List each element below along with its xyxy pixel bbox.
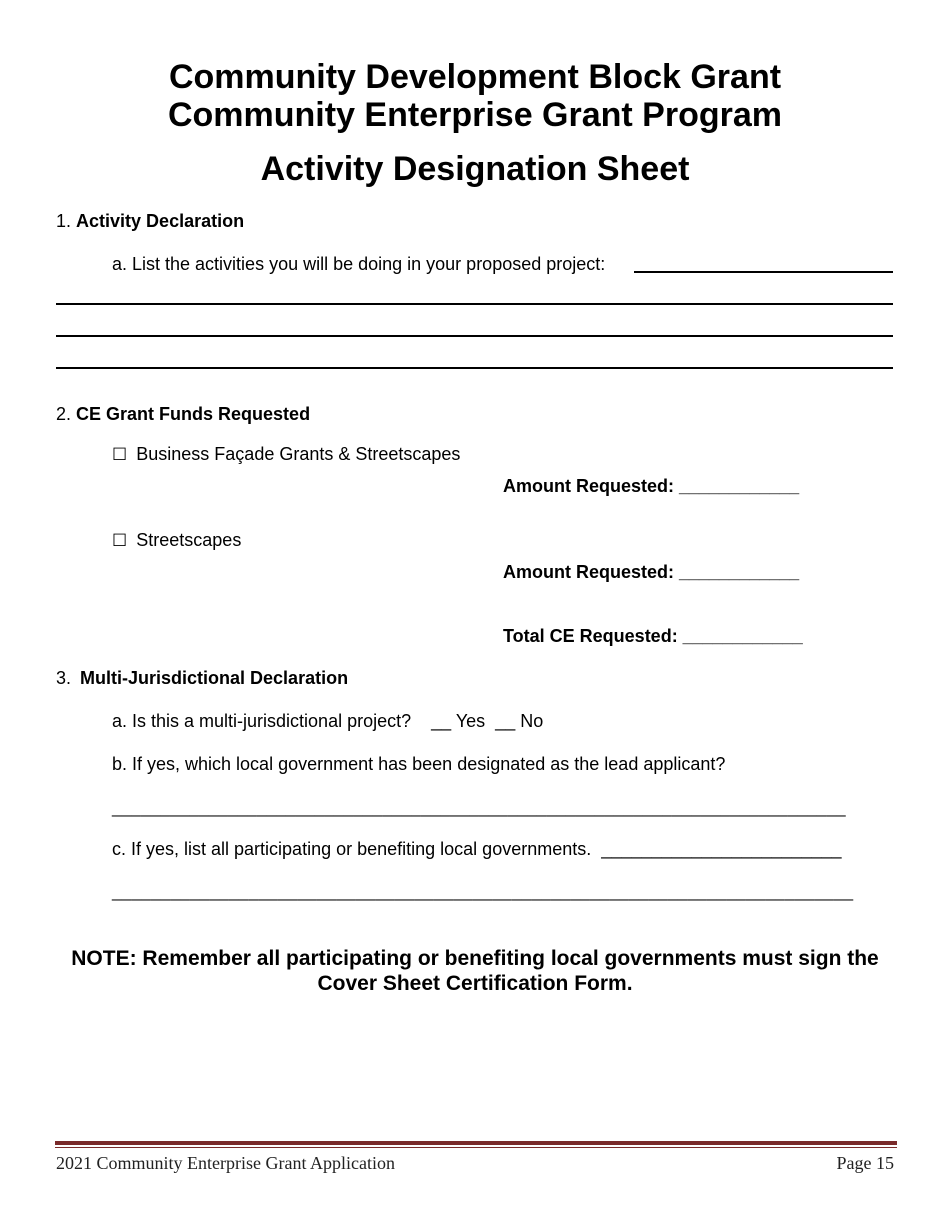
lead-applicant-blank[interactable]: ____________________________________________________________________________ bbox=[112, 798, 846, 817]
option-facade-row bbox=[112, 443, 460, 466]
activities-line-3[interactable] bbox=[56, 335, 893, 337]
section-2-number: 2. bbox=[56, 404, 72, 424]
facade-option-label: Business Façade Grants & Streetscapes bbox=[136, 444, 461, 464]
activities-input-line[interactable] bbox=[634, 271, 893, 273]
section-1-title: Activity Declaration bbox=[76, 211, 245, 231]
multi-jurisdictional-question[interactable]: a. Is this a multi-jurisdictional project? __ Yes __ No bbox=[112, 711, 544, 731]
section-2-heading bbox=[56, 403, 310, 425]
footer-rule-thick bbox=[55, 1141, 897, 1145]
page-subtitle: Activity Designation Sheet bbox=[260, 150, 690, 188]
streetscapes-option-label: Streetscapes bbox=[136, 530, 242, 550]
note-line-2: Cover Sheet Certification Form. bbox=[317, 972, 633, 995]
activities-line-4[interactable] bbox=[56, 367, 893, 369]
section-2-title: CE Grant Funds Requested bbox=[76, 404, 311, 424]
activities-line-2[interactable] bbox=[56, 303, 893, 305]
section-1-heading bbox=[56, 210, 244, 232]
option-streetscapes-row bbox=[112, 529, 241, 552]
section-1-number: 1. bbox=[56, 211, 72, 231]
activities-prompt: a. List the activities you will be doing in your proposed project: bbox=[112, 254, 606, 274]
title-line-2: Community Enterprise Grant Program bbox=[167, 96, 782, 134]
total-ce-requested[interactable]: Total CE Requested: ____________ bbox=[503, 626, 803, 646]
section-3-number: 3. bbox=[56, 668, 72, 688]
participating-governments-question[interactable]: c. If yes, list all participating or benefiting local governments. ________________________ bbox=[112, 839, 842, 859]
participating-governments-blank[interactable]: ____________________________________________________________________________ bbox=[112, 882, 854, 901]
footer-document-title: 2021 Community Enterprise Grant Application bbox=[56, 1153, 395, 1173]
footer-rule-thin bbox=[55, 1147, 897, 1148]
section-3-title: Multi-Jurisdictional Declaration bbox=[80, 668, 349, 688]
amount-requested-streetscapes[interactable]: Amount Requested: ____________ bbox=[503, 562, 800, 582]
note-line-1: NOTE: Remember all participating or benefiting local governments must sign the bbox=[71, 947, 879, 970]
amount-requested-facade[interactable]: Amount Requested: ____________ bbox=[503, 476, 800, 496]
lead-applicant-question: b. If yes, which local government has been designated as the lead applicant? bbox=[112, 754, 726, 774]
facade-checkbox[interactable]: ☐ bbox=[112, 445, 128, 465]
title-line-1: Community Development Block Grant bbox=[168, 58, 782, 96]
streetscapes-checkbox[interactable]: ☐ bbox=[112, 531, 128, 551]
section-3-heading bbox=[56, 667, 348, 689]
footer-page-number: Page 15 bbox=[836, 1153, 894, 1173]
